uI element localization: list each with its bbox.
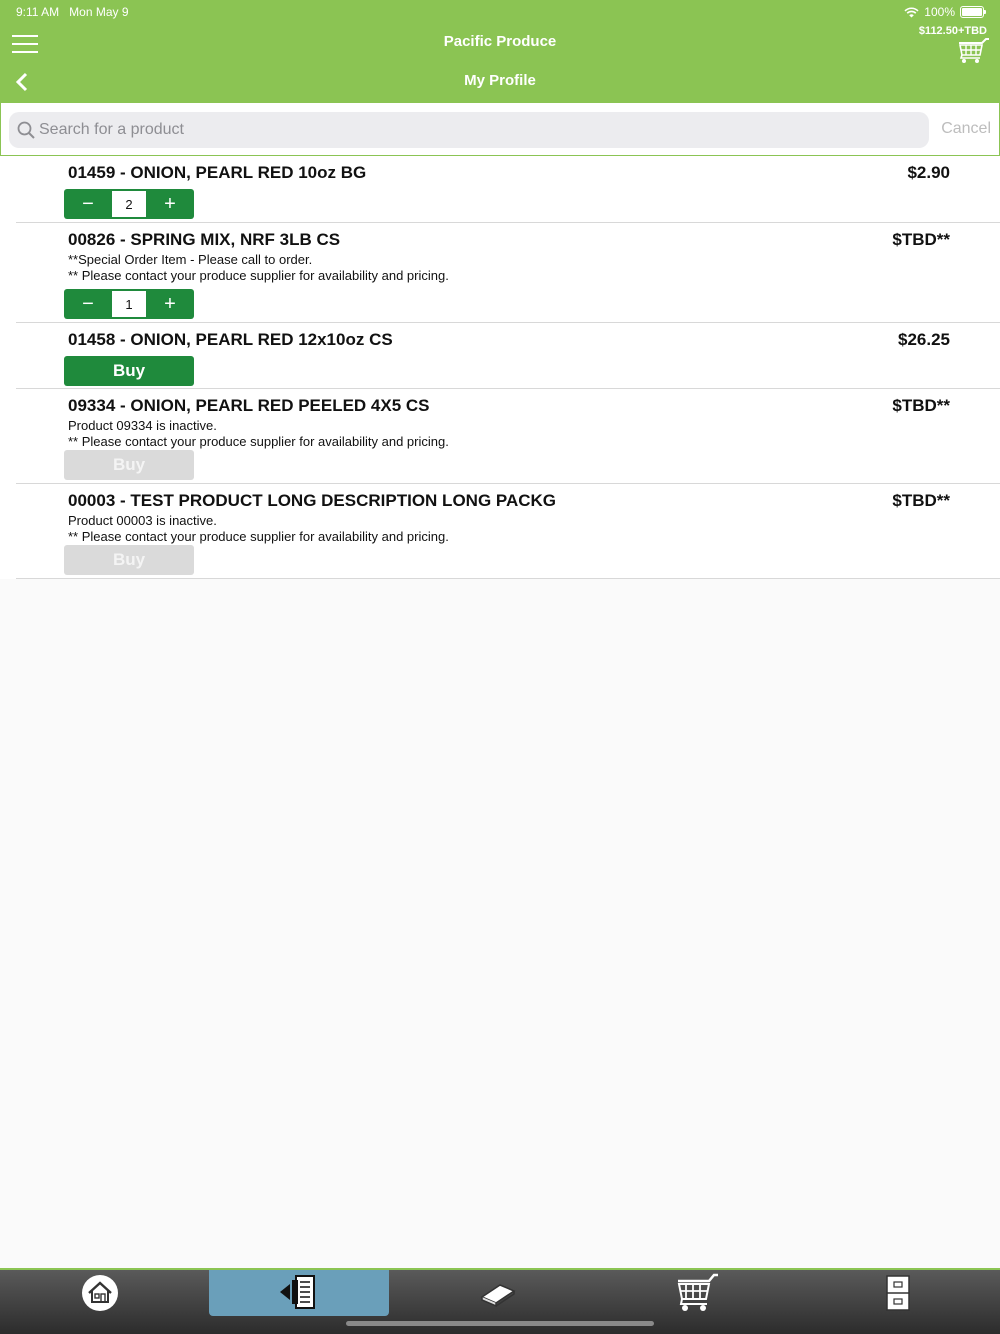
- order-guide-icon: [278, 1274, 320, 1312]
- home-indicator: [346, 1321, 654, 1326]
- app-title: Pacific Produce: [443, 33, 557, 50]
- status-clock: 9:11 AM: [16, 5, 60, 19]
- product-price: $TBD**: [892, 491, 950, 510]
- product-row: [16, 389, 1000, 484]
- product-title: 09334 - ONION, PEARL RED PEELED 4X5 CS: [68, 396, 430, 415]
- product-row: [16, 156, 1000, 223]
- status-time: [16, 5, 129, 19]
- product-note: ** Please contact your produce supplier for availability and pricing.: [68, 529, 449, 544]
- search-bar: [0, 102, 1000, 156]
- tab-order-guide[interactable]: [209, 1270, 389, 1316]
- home-icon: [81, 1274, 119, 1312]
- tab-catalog[interactable]: [408, 1270, 588, 1316]
- product-note: ** Please contact your produce supplier for availability and pricing.: [68, 268, 449, 283]
- quantity-stepper: [64, 189, 194, 219]
- battery-icon: [960, 6, 984, 18]
- cart-total[interactable]: $112.50+TBD: [918, 25, 987, 37]
- tab-cart[interactable]: [608, 1270, 788, 1316]
- quantity-stepper: [64, 289, 194, 319]
- search-box[interactable]: [9, 112, 929, 148]
- cart-icon: [677, 1273, 719, 1313]
- buy-button-disabled: Buy: [64, 545, 194, 575]
- tab-home[interactable]: [10, 1270, 190, 1316]
- product-note: Product 09334 is inactive.: [68, 418, 217, 433]
- buy-button-disabled: Buy: [64, 450, 194, 480]
- product-price: $26.25: [898, 330, 950, 349]
- app-header: [0, 0, 1000, 102]
- quantity-value[interactable]: 2: [112, 189, 146, 219]
- product-note: ** Please contact your produce supplier for availability and pricing.: [68, 434, 449, 449]
- increment-button[interactable]: +: [146, 189, 194, 219]
- tab-profile[interactable]: [808, 1270, 988, 1316]
- cancel-button[interactable]: Cancel: [941, 120, 991, 137]
- search-input[interactable]: [39, 112, 919, 148]
- decrement-button[interactable]: −: [64, 289, 112, 319]
- product-title: 00003 - TEST PRODUCT LONG DESCRIPTION LONG PACKG: [68, 491, 557, 510]
- product-list: [0, 156, 1000, 579]
- product-title: 01458 - ONION, PEARL RED 12x10oz CS: [68, 330, 393, 349]
- decrement-button[interactable]: −: [64, 189, 112, 219]
- product-row: [16, 323, 1000, 389]
- wifi-icon: [904, 7, 919, 18]
- status-date: Mon May 9: [69, 5, 129, 19]
- product-price: $2.90: [907, 163, 950, 182]
- search-icon: [17, 121, 35, 139]
- quantity-value[interactable]: 1: [112, 289, 146, 319]
- profile-cabinet-icon: [885, 1274, 911, 1312]
- product-title: 00826 - SPRING MIX, NRF 3LB CS: [68, 230, 341, 249]
- product-price: $TBD**: [892, 396, 950, 415]
- increment-button[interactable]: +: [146, 289, 194, 319]
- product-row: [16, 223, 1000, 323]
- battery-percent: 100%: [924, 5, 955, 19]
- product-row: [16, 484, 1000, 579]
- page-subtitle: My Profile: [464, 72, 536, 89]
- catalog-book-icon: [478, 1277, 518, 1309]
- product-note: Product 00003 is inactive.: [68, 513, 217, 528]
- product-title: 01459 - ONION, PEARL RED 10oz BG: [68, 163, 367, 182]
- status-indicators: [904, 5, 984, 19]
- product-note: **Special Order Item - Please call to order.: [68, 252, 313, 267]
- header-cart-icon[interactable]: [958, 38, 990, 64]
- buy-button[interactable]: Buy: [64, 356, 194, 386]
- product-price: $TBD**: [892, 230, 950, 249]
